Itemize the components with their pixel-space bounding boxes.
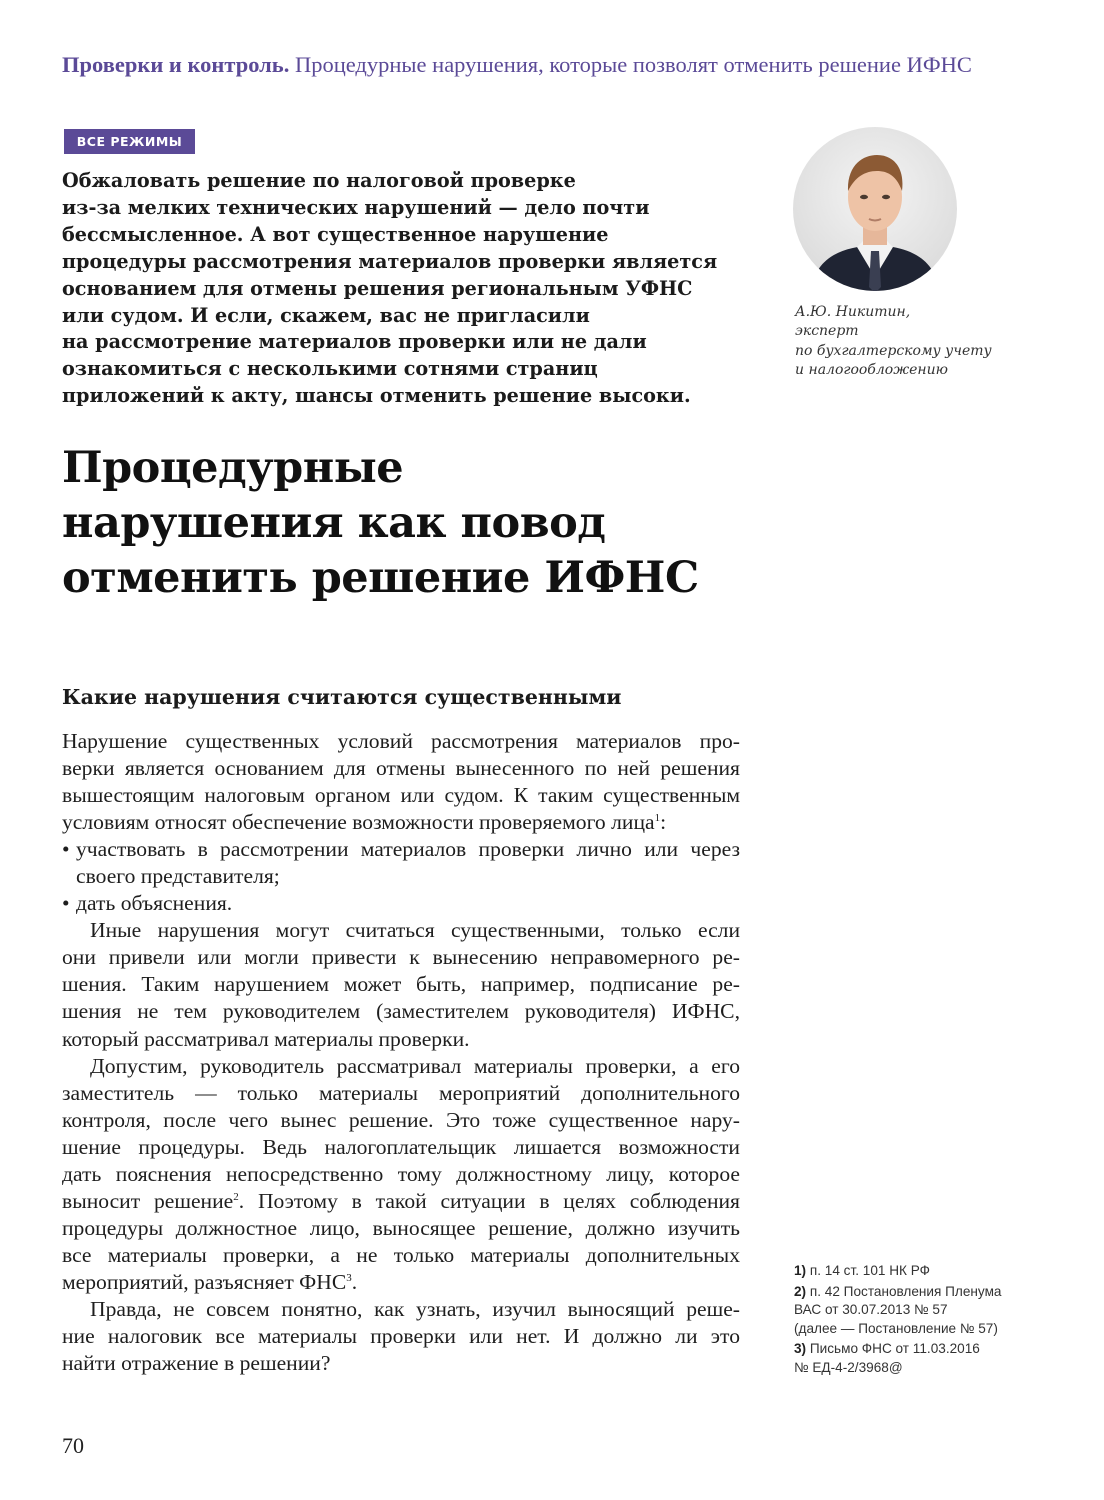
footnote-ref: 2 [233,1190,239,1203]
category-badge: ВСЕ РЕЖИМЫ [64,129,195,154]
body-text: условиям относят обеспечение возможности проверяемого лица [62,810,655,835]
bullet-item [62,890,740,917]
body-line: контроля, после чего вынес решение. Это тоже существенное нару- [62,1107,740,1132]
footnote-line: № ЕД-4-2/3968@ [794,1359,903,1375]
body-line: своего представителя; [76,864,280,889]
footnote-line [794,1262,1054,1281]
lead-line: из-за мелких технических нарушений — дело почти [62,195,650,219]
lead-line: или судом. И если, скажем, вас не пригласили [62,303,590,327]
body-line: процедуры должностное лицо, выносящее решение, должно изучить [62,1215,740,1240]
author-name: А.Ю. Никитин, [795,304,911,320]
body-text: . [351,1269,358,1294]
author-role: по бухгалтерскому учету [795,342,992,359]
footnote [794,1262,1054,1281]
lead-line: приложений к акту, шансы отменить решение высоки. [62,384,691,408]
author-photo [793,127,957,291]
author-role: эксперт [795,323,859,340]
header-section: Проверки и контроль. [62,52,290,77]
footnote-line [794,1340,1054,1359]
footnote-text: Письмо ФНС от 11.03.2016 [809,1341,980,1357]
article-body [62,728,740,1377]
body-line: Правда, не совсем понятно, как узнать, изучил выносящий реше- [90,1296,740,1321]
title-line: нарушения как повод [62,498,606,548]
body-line: который рассматривал материалы проверки. [62,1026,470,1051]
footnote [794,1340,1054,1377]
body-line: верки является основанием для отмены вынесенного по ней решения [62,756,740,781]
lead-line: процедуры рассмотрения материалов проверки является [62,249,718,273]
footnote-line: (далее — Постановление № 57) [794,1320,998,1336]
body-text: участвовать в рассмотрении материалов проверки лично или через [76,837,740,862]
body-line: шения. Таким нарушением может быть, например, подписание ре- [62,972,740,997]
body-line: вышестоящим налоговым органом или судом. К таким существенным [62,783,740,808]
lead-paragraph [62,168,762,410]
title-line: отменить решение ИФНС [62,553,699,603]
footnote-line [794,1283,1054,1302]
footnotes [794,1262,1054,1380]
body-line: Допустим, руководитель рассматривал материалы проверки, а его [90,1053,740,1078]
body-line: Иные нарушения могут считаться существенными, только если [90,918,740,943]
body-line: они привели или могли привести к вынесению неправомерного ре- [62,945,740,970]
body-line: Нарушение существенных условий рассмотрения материалов про- [62,729,740,753]
body-line [62,1188,740,1215]
footnote-number: 1) [794,1263,807,1278]
body-line: ние налоговик все материалы проверки или нет. И должно ли это [62,1324,740,1349]
body-text: дать объяснения. [76,891,233,916]
bullet-icon: • [62,837,70,862]
author-portrait-icon [793,127,957,291]
body-line: дать пояснения непосредственно тому должностному лицу, которое [62,1161,740,1186]
body-text: выносит решение [62,1188,234,1213]
article-title [62,441,802,606]
body-line: шение процедуры. Ведь налогоплательщик лишается возможности [62,1134,740,1159]
lead-line: Обжаловать решение по налоговой проверке [62,169,576,192]
lead-line: основанием для отмены решения региональным УФНС [62,276,693,300]
bullet-icon: • [62,891,70,916]
footnote-line: ВАС от 30.07.2013 № 57 [794,1302,948,1318]
author-caption [795,303,1055,380]
body-text: . Поэтому в такой ситуации в целях соблюдения [238,1188,740,1213]
footnote-ref: 1 [654,811,661,824]
body-line [62,809,740,836]
body-line [62,1269,740,1296]
lead-line: на рассмотрение материалов проверки или не дали [62,330,647,354]
footnote-ref: 3 [346,1271,352,1284]
body-line: заместитель — только материалы мероприятий дополнительного [62,1080,740,1105]
footnote-number: 3) [794,1341,807,1357]
body-line: шения не тем руководителем (заместителем руководителя) ИФНС, [62,999,740,1024]
bullet-item [62,836,740,863]
running-header [62,52,1062,78]
lead-line: ознакомиться с несколькими сотнями страниц [62,357,598,381]
title-line: Процедурные [62,443,404,493]
lead-line: бессмысленное. А вот существенное нарушение [62,222,609,246]
author-role: и налогообложению [795,361,948,378]
section-heading: Какие нарушения считаются существенными [62,685,622,709]
footnote-text: п. 14 ст. 101 НК РФ [809,1263,930,1278]
page-number: 70 [62,1433,84,1458]
footnote-number: 2) [794,1283,807,1299]
body-line: все материалы проверки, а не только материалы дополнительных [62,1242,740,1267]
footnote [794,1283,1054,1339]
body-text: мероприятий, разъясняет ФНС [62,1269,347,1294]
footnote-text: п. 42 Постановления Пленума [809,1283,1002,1299]
header-title: Процедурные нарушения, которые позволят отменить решение ИФНС [294,52,972,77]
body-text: : [660,810,667,835]
body-line: найти отражение в решении? [62,1351,331,1376]
